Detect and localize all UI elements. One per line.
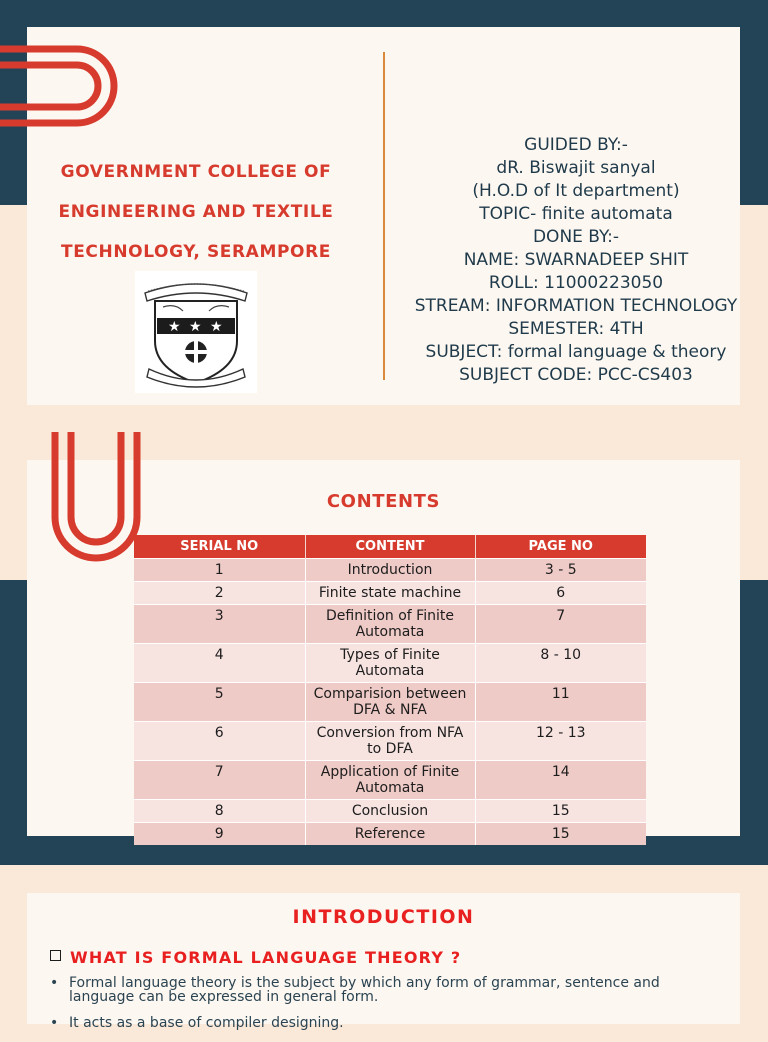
list-item: • Formal language theory is the subject by which any form of grammar, sentence and language can be expressed in general form. bbox=[48, 976, 708, 1004]
content-cell: Definition of Finite Automata bbox=[305, 605, 475, 644]
page-cell: 3 - 5 bbox=[475, 559, 646, 582]
serial-cell: 8 bbox=[134, 800, 305, 823]
table-header-row bbox=[134, 535, 646, 559]
project-info bbox=[390, 134, 762, 387]
column-header-page: PAGE NO bbox=[475, 535, 646, 559]
decorative-arc-icon bbox=[0, 40, 130, 132]
student-name: NAME: SWARNADEEP SHIT bbox=[463, 250, 689, 270]
table-row bbox=[134, 582, 646, 605]
roll-number: ROLL: 11000223050 bbox=[488, 273, 664, 293]
college-emblem-logo bbox=[135, 271, 257, 393]
serial-cell: 9 bbox=[134, 823, 305, 846]
list-item: • It acts as a base of compiler designing. bbox=[48, 1016, 708, 1030]
checkbox-bullet-icon bbox=[50, 950, 61, 961]
page-cell: 14 bbox=[475, 761, 646, 800]
column-header-serial: SERIAL NO bbox=[134, 535, 305, 559]
content-cell: Comparision between DFA & NFA bbox=[305, 683, 475, 722]
stream-line: STREAM: INFORMATION TECHNOLOGY bbox=[414, 296, 738, 316]
page-cell: 6 bbox=[475, 582, 646, 605]
college-name-line: ENGINEERING AND TEXTILE bbox=[58, 202, 334, 222]
page-cell: 7 bbox=[475, 605, 646, 644]
table-row bbox=[134, 800, 646, 823]
content-cell: Types of Finite Automata bbox=[305, 644, 475, 683]
subject-code-line: SUBJECT CODE: PCC-CS403 bbox=[459, 365, 693, 385]
serial-cell: 5 bbox=[134, 683, 305, 722]
svg-text:★: ★ bbox=[189, 319, 202, 335]
subject-line: SUBJECT: formal language & theory bbox=[425, 342, 727, 362]
section-heading-text: WHAT IS FORMAL LANGUAGE THEORY ? bbox=[70, 948, 462, 967]
page-cell: 15 bbox=[475, 800, 646, 823]
section-heading bbox=[50, 948, 461, 967]
svg-text:★: ★ bbox=[168, 319, 181, 335]
college-name-line: GOVERNMENT COLLEGE OF bbox=[60, 162, 332, 182]
table-row bbox=[134, 761, 646, 800]
table-row bbox=[134, 559, 646, 582]
serial-cell: 7 bbox=[134, 761, 305, 800]
guide-name: dR. Biswajit sanyal bbox=[496, 158, 656, 178]
content-cell: Conversion from NFA to DFA bbox=[305, 722, 475, 761]
table-row bbox=[134, 683, 646, 722]
column-header-content: CONTENT bbox=[305, 535, 475, 559]
contents-title: CONTENTS bbox=[326, 491, 441, 512]
content-cell: Conclusion bbox=[305, 800, 475, 823]
serial-cell: 1 bbox=[134, 559, 305, 582]
content-cell: Application of Finite Automata bbox=[305, 761, 475, 800]
guided-by-label: GUIDED BY:- bbox=[524, 135, 628, 155]
serial-cell: 3 bbox=[134, 605, 305, 644]
intro-bullet-list bbox=[48, 976, 708, 1042]
svg-text:★: ★ bbox=[210, 319, 223, 335]
table-row bbox=[134, 823, 646, 846]
page-cell: 15 bbox=[475, 823, 646, 846]
page-cell: 8 - 10 bbox=[475, 644, 646, 683]
serial-cell: 6 bbox=[134, 722, 305, 761]
content-cell: Finite state machine bbox=[305, 582, 475, 605]
table-row bbox=[134, 605, 646, 644]
page-cell: 11 bbox=[475, 683, 646, 722]
topic-line: TOPIC- finite automata bbox=[479, 204, 673, 224]
table-row bbox=[134, 722, 646, 761]
content-cell: Introduction bbox=[305, 559, 475, 582]
contents-table bbox=[134, 535, 646, 845]
serial-cell: 2 bbox=[134, 582, 305, 605]
semester-line: SEMESTER: 4TH bbox=[508, 319, 644, 339]
emblem-icon bbox=[135, 271, 257, 393]
done-by-label: DONE BY:- bbox=[532, 227, 620, 247]
page-cell: 12 - 13 bbox=[475, 722, 646, 761]
college-name-line: TECHNOLOGY, SERAMPORE bbox=[61, 242, 331, 262]
content-cell: Reference bbox=[305, 823, 475, 846]
vertical-divider bbox=[383, 52, 385, 380]
introduction-title: INTRODUCTION bbox=[292, 906, 475, 928]
guide-designation: (H.O.D of It department) bbox=[472, 181, 680, 201]
serial-cell: 4 bbox=[134, 644, 305, 683]
table-row bbox=[134, 644, 646, 683]
college-name bbox=[48, 152, 344, 272]
